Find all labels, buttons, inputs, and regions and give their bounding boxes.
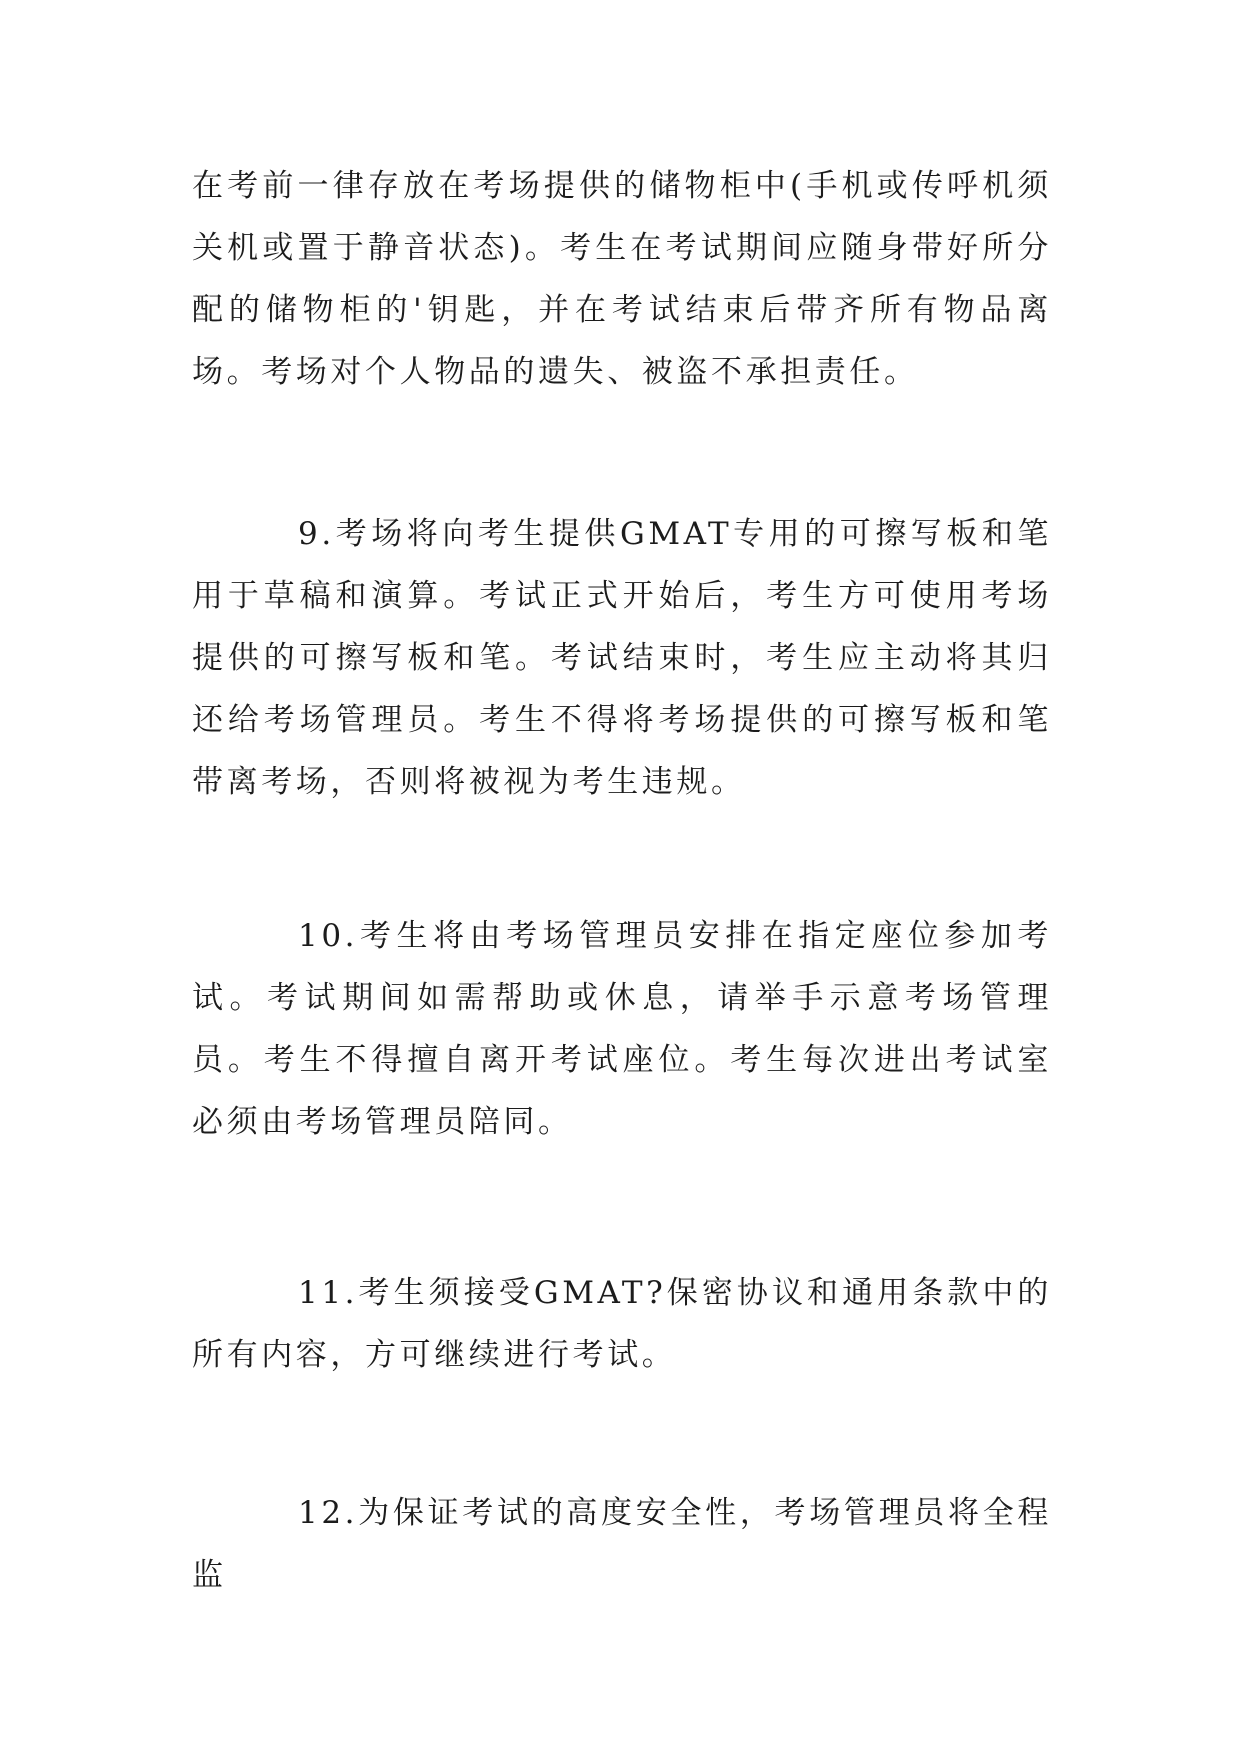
paragraph-rule-11: 11.考生须接受GMAT?保密协议和通用条款中的所有内容，方可继续进行考试。: [192, 1275, 1052, 1373]
paragraph-rule-12: 12.为保证考试的高度安全性，考场管理员将全程监: [192, 1495, 1052, 1593]
paragraph-rule-10: 10.考生将由考场管理员安排在指定座位参加考试。考试期间如需帮助或休息，请举手示意考场管理员。考生不得擅自离开考试座位。考生每次进出考试室必须由考场管理员陪同。: [192, 918, 1052, 1140]
paragraph-locker-rules: 在考前一律存放在考场提供的储物柜中(手机或传呼机须关机或置于静音状态)。考生在考试期间应随身带好所分配的储物柜的'钥匙，并在考试结束后带齐所有物品离场。考场对个人物品的遗失、被盗不承担责任。: [192, 168, 1052, 390]
paragraph-rule-9: 9.考场将向考生提供GMAT专用的可擦写板和笔用于草稿和演算。考试正式开始后，考生方可使用考场提供的可擦写板和笔。考试结束时，考生应主动将其归还给考场管理员。考生不得将考场提供的可擦写板和笔带离考场，否则将被视为考生违规。: [192, 516, 1052, 800]
